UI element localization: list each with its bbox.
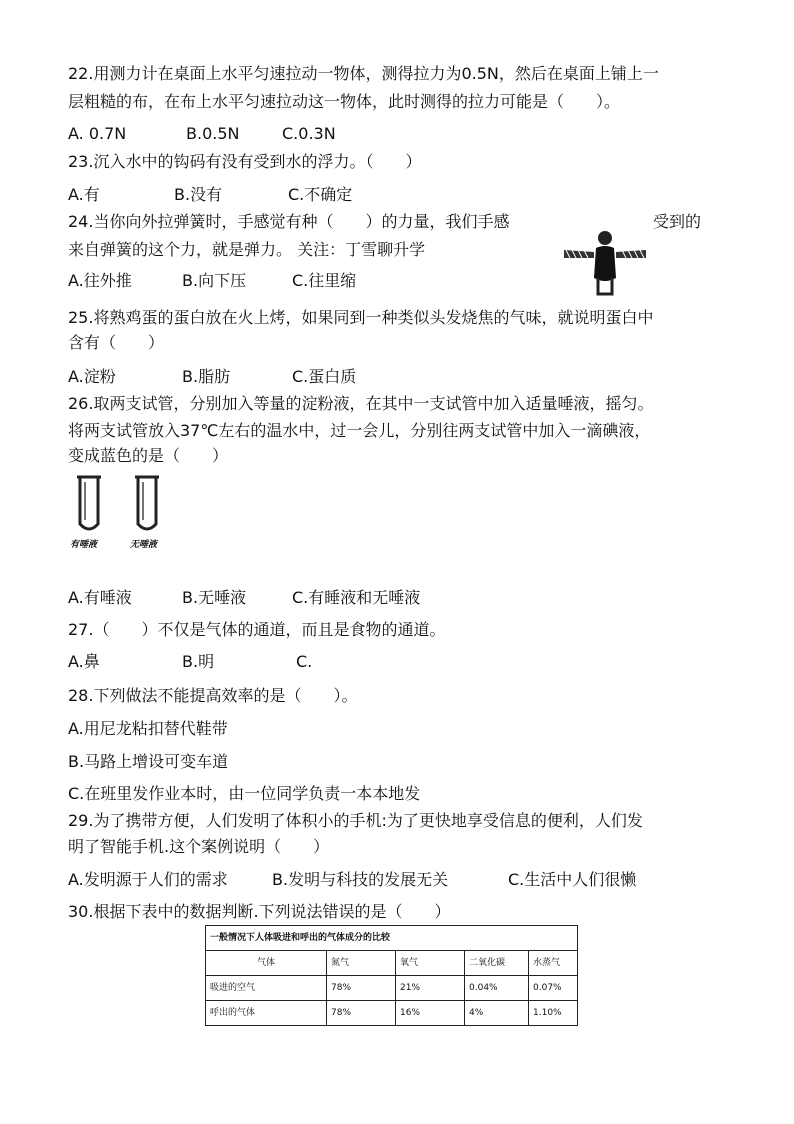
q24-option-a: A.往外推 [68, 271, 132, 290]
q22-stem-line2: 层粗糙的布，在布上水平匀速拉动这一物体，此时测得的拉力可能是（ ）。 [68, 92, 621, 111]
q29-option-c: C.生活中人们很懒 [508, 870, 637, 889]
q25-option-b: B.脂肪 [182, 367, 231, 386]
table-cell: 21% [396, 976, 465, 1001]
table-cell: 4% [465, 1001, 529, 1026]
q24-option-b: B.向下压 [182, 271, 247, 290]
q24-stem-line1a: 24.当你向外拉弹簧时，手感觉有种（ ）的力量，我们手感 [68, 212, 510, 231]
q24-stem-line2: 来自弹簧的这个力，就是弹力。 关注：丁雪聊升学 [68, 240, 426, 259]
tube-label-with-saliva: 有唾液 [70, 540, 98, 550]
tube-label-without-saliva: 无唾液 [130, 540, 158, 550]
q26-stem-line3: 变成蓝色的是（ ） [68, 446, 229, 465]
table-cell: 16% [396, 1001, 465, 1026]
q26-option-c: C.有睡液和无唾液 [292, 588, 421, 607]
table-cell: 1.10% [529, 1001, 578, 1026]
q22-option-a: A. 0.7N [68, 124, 127, 143]
q28-stem: 28.下列做法不能提高效率的是（ ）。 [68, 686, 358, 705]
q25-option-a: A.淀粉 [68, 367, 116, 386]
q27-stem: 27.（ ）不仅是气体的通道，而且是食物的通道。 [68, 620, 446, 639]
table-cell: 吸进的空气 [206, 976, 327, 1001]
q22-stem-line1: 22.用测力计在桌面上水平匀速拉动一物体，测得拉力为0.5N，然后在桌面上铺上一 [68, 64, 659, 83]
q29-option-b: B.发明与科技的发展无关 [272, 870, 449, 889]
table-header-cell: 二氧化碳 [465, 951, 529, 976]
test-tube-with-saliva-icon [74, 472, 104, 534]
table-header-cell: 氧气 [396, 951, 465, 976]
q22-option-c: C.0.3N [282, 124, 336, 143]
table-title: 一般情况下人体吸进和呼出的气体成分的比较 [206, 926, 578, 951]
q23-option-c: C.不确定 [288, 185, 353, 204]
q29-option-a: A.发明源于人们的需求 [68, 870, 228, 889]
q27-option-c: C. [296, 652, 313, 671]
q26-stem-line2: 将两支试管放入37℃左右的温水中，过一会儿，分别往两支试管中加入一滴碘液， [68, 421, 651, 440]
q25-stem-line2: 含有（ ） [68, 333, 165, 352]
q24-stem-line1b: 受到的 [653, 212, 702, 231]
table-row [206, 1001, 578, 1026]
q22-option-b: B.0.5N [186, 124, 240, 143]
q23-stem: 23.沉入水中的钩码有没有受到水的浮力。（ ） [68, 152, 422, 171]
table-cell: 78% [327, 976, 396, 1001]
person-stretching-spring-icon [558, 228, 652, 296]
table-header-cell: 水蒸气 [529, 951, 578, 976]
q24-option-c: C.往里缩 [292, 271, 357, 290]
gas-composition-table [205, 925, 578, 1026]
q25-option-c: C.蛋白质 [292, 367, 357, 386]
table-cell: 0.07% [529, 976, 578, 1001]
q30-stem: 30.根据下表中的数据判断.下列说法错误的是（ ） [68, 902, 451, 921]
table-cell: 0.04% [465, 976, 529, 1001]
table-title-row [206, 926, 578, 951]
table-cell: 呼出的气体 [206, 1001, 327, 1026]
table-header-row [206, 951, 578, 976]
q27-option-a: A.鼻 [68, 652, 100, 671]
q29-stem-line1: 29.为了携带方便，人们发明了体积小的手机:为了更快地享受信息的便利，人们发 [68, 811, 643, 830]
q26-option-a: A.有唾液 [68, 588, 132, 607]
table-cell: 78% [327, 1001, 396, 1026]
table-header-cell: 氮气 [327, 951, 396, 976]
q25-stem-line1: 25.将熟鸡蛋的蛋白放在火上烤，如果同到一种类似头发烧焦的气味，就说明蛋白中 [68, 308, 654, 327]
q28-option-b: B.马路上增设可变车道 [68, 752, 229, 771]
q23-option-b: B.没有 [174, 185, 223, 204]
q23-option-a: A.有 [68, 185, 100, 204]
q28-option-c: C.在班里发作业本时，由一位同学负责一本本地发 [68, 784, 421, 803]
q28-option-a: A.用尼龙粘扣替代鞋带 [68, 719, 228, 738]
table-row [206, 976, 578, 1001]
q26-stem-line1: 26.取两支试管，分别加入等量的淀粉液，在其中一支试管中加入适量唾液，摇匀。 [68, 394, 654, 413]
q27-option-b: B.明 [182, 652, 215, 671]
q29-stem-line2: 明了智能手机.这个案例说明（ ） [68, 837, 330, 856]
table-header-cell: 气体 [206, 951, 327, 976]
test-tube-without-saliva-icon [132, 472, 162, 534]
q26-option-b: B.无唾液 [182, 588, 247, 607]
